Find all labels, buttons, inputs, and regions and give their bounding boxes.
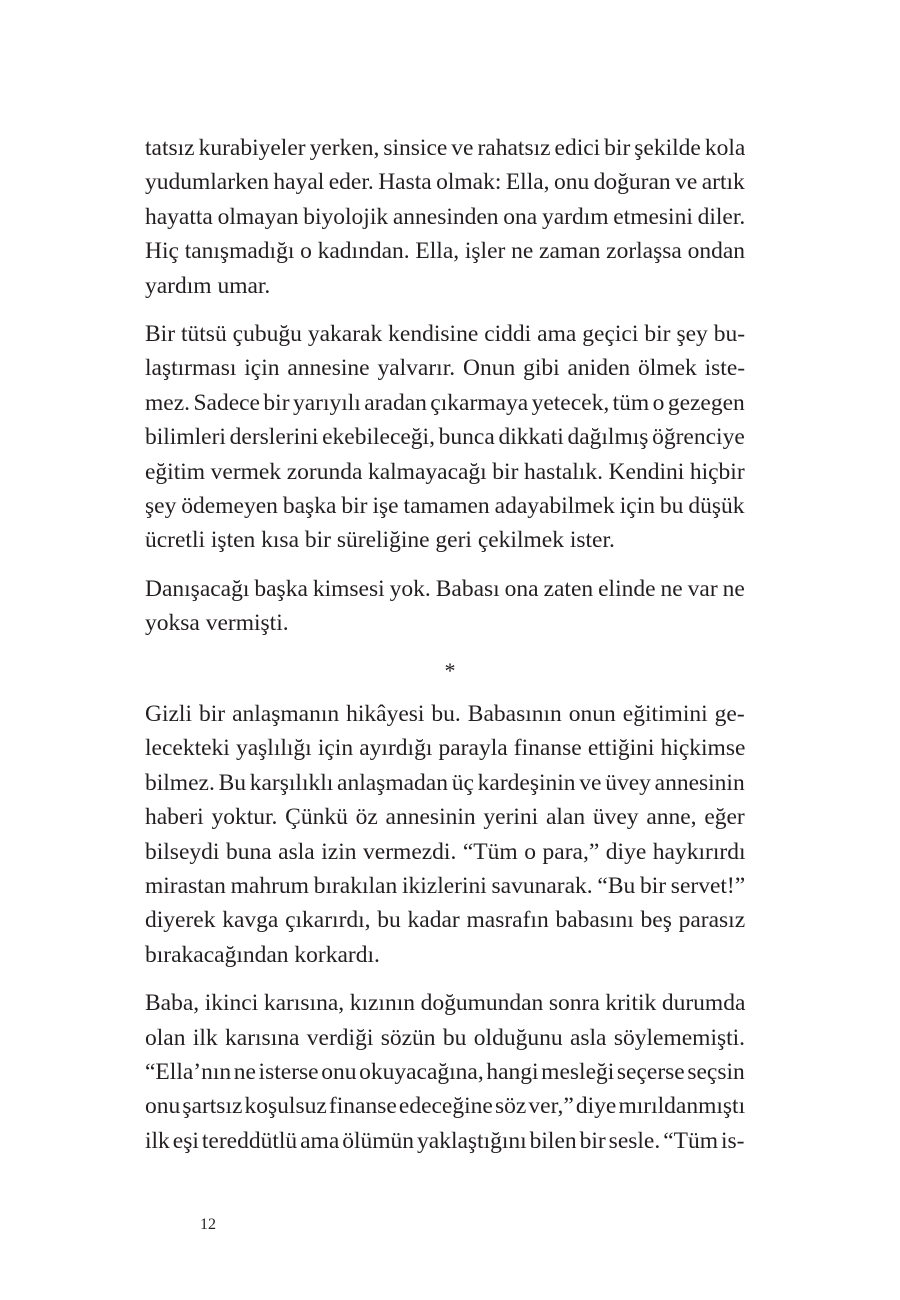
text-line: bilimleri derslerini ekebileceği, bunca dikkati dağılmış öğrenciye	[145, 424, 745, 451]
text-line: “Ella’nın ne isterse onu okuyacağına, hangi mesleği seçerse seçsin	[145, 1059, 745, 1086]
text-section-1	[145, 131, 745, 655]
text-line: olan ilk karısına verdiği sözün bu olduğunu asla söylememişti.	[145, 1024, 746, 1051]
page-number: 12	[200, 1216, 216, 1233]
paragraph	[145, 317, 745, 558]
paragraph	[145, 697, 745, 972]
text-line: şey ödemeyen başka bir işe tamamen adayabilmek için bu düşük	[145, 493, 745, 520]
paragraph	[145, 572, 745, 641]
text-line: onu şartsız koşulsuz finanse edeceğine söz ver,” diye mırıldanmıştı	[145, 1093, 746, 1120]
text-line: Gizli bir anlaşmanın hikâyesi bu. Babasının onun eğitimini ge-	[145, 701, 745, 727]
section-separator: *	[444, 658, 456, 683]
text-line: Hiç tanışmadığı o kadından. Ella, işler ne zaman zorlaşsa ondan	[145, 238, 746, 265]
text-line: Baba, ikinci karısına, kızının doğumundan sonra kritik durumda	[145, 990, 746, 1017]
text-line: lecekteki yaşlılığı için ayırdığı parayla finanse ettiğini hiçkimse	[145, 735, 746, 762]
text-section-2	[145, 697, 745, 1172]
text-line: yoksa vermişti.	[145, 610, 289, 637]
text-line: hayatta olmayan biyolojik annesinden ona yardım etmesini diler.	[145, 203, 746, 230]
text-line: ücretli işten kısa bir süreliğine geri çekilmek ister.	[145, 527, 615, 554]
text-line: Danışacağı başka kimsesi yok. Babası ona zaten elinde ne var ne	[145, 575, 745, 602]
text-line: bilseydi buna asla izin vermezdi. “Tüm o para,” diye haykırırdı	[145, 838, 746, 865]
text-line: bırakacağından korkardı.	[145, 941, 380, 968]
paragraph	[145, 986, 745, 1158]
paragraph	[145, 131, 745, 303]
text-line: bilmez. Bu karşılıklı anlaşmadan üç kardeşinin ve üvey annesinin	[145, 769, 745, 796]
text-line: ilk eşi tereddütlü ama ölümün yaklaştığını bilen bir sesle. “Tüm is-	[145, 1127, 745, 1154]
text-line: laştırması için annesine yalvarır. Onun gibi aniden ölmek iste-	[145, 355, 746, 382]
text-line: Bir tütsü çubuğu yakarak kendisine ciddi ama geçici bir şey bu-	[145, 321, 746, 348]
text-line: tatsız kurabiyeler yerken, sinsice ve rahatsız edici bir şekilde kola	[145, 135, 746, 161]
text-line: yardım umar.	[145, 272, 271, 299]
text-line: mirastan mahrum bırakılan ikizlerini savunarak. “Bu bir servet!”	[145, 873, 746, 900]
text-line: yudumlarken hayal eder. Hasta olmak: Ella, onu doğuran ve artık	[145, 169, 745, 196]
text-line: diyerek kavga çıkarırdı, bu kadar masrafın babasını beş parasız	[145, 907, 746, 934]
text-line: haberi yoktur. Çünkü öz annesinin yerini alan üvey anne, eğer	[145, 804, 745, 831]
text-line: eğitim vermek zorunda kalmayacağı bir hastalık. Kendini hiçbir	[145, 458, 745, 485]
text-line: mez. Sadece bir yarıyılı aradan çıkarmaya yetecek, tüm o gezegen	[145, 389, 745, 416]
